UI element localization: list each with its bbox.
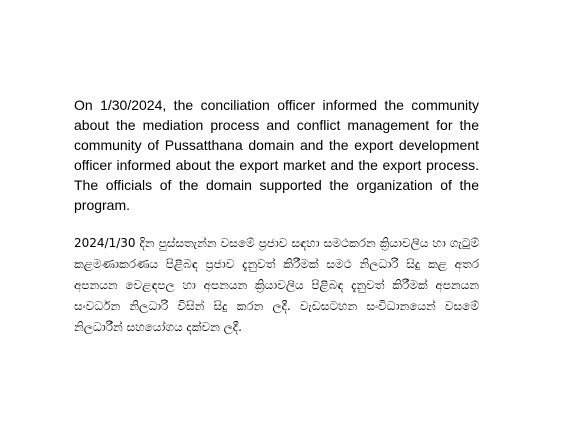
paragraph-english: On 1/30/2024, the conciliation officer informed the community about the mediation process and conflict management for the community of Pussatthana domain and the export development officer informed about the export market and the export process. The officials of the domain supported the organization of the program. [74, 97, 479, 213]
paragraph-sinhala: 2024/1/30 දින පුස්සතැන්න වසමේ ප්‍රජාව සඳහා සමථකරන ක්‍රියාවලිය හා ගැටුම් කළමණාකරණය පිළිබඳ ප්‍රජාව දැනුවත් කිරීමක් සමථ නිලධාරි සිදු කළ අතර අපනයන වෙළඳපල හා අපනයන ක්‍රියාවලිය පිළිබඳ දැනුවත් කිරීමක් අපනයන සංවර්ධන නිලධාරි විසින් සිදු කරන ලදී. වැඩසටහන සංවිධානයෙන් වසමේ නිලධාරීන් සහයෝගය දක්වන ලදී. [74, 236, 479, 334]
document-body [74, 95, 479, 338]
